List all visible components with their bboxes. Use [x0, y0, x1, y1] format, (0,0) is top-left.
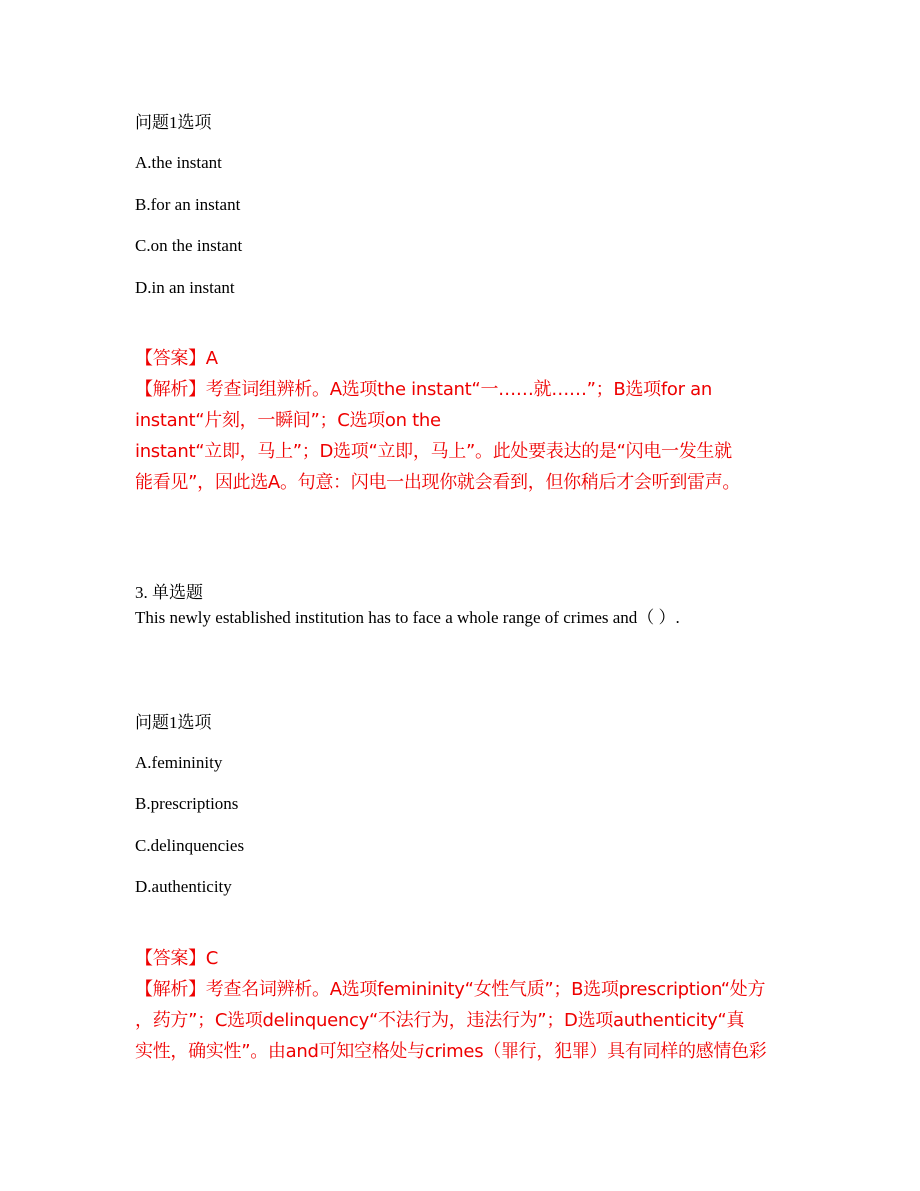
option-d[interactable]: D.in an instant — [135, 278, 235, 297]
option-b[interactable]: B.for an instant — [135, 195, 241, 214]
answer-label: 【答案】A — [135, 348, 218, 369]
analysis-line: 【解析】考查词组辨析。A选项the instant“一……就……”；B选项for an — [135, 379, 712, 400]
answer-label: 【答案】C — [135, 948, 219, 969]
option-c[interactable]: C.delinquencies — [135, 836, 245, 855]
question-prompt: 问题1选项 — [135, 113, 212, 132]
analysis-line: ，药方”；C选项delinquency“不法行为，违法行为”；D选项authenticity“真 — [135, 1010, 745, 1031]
analysis-line: 【解析】考查名词辨析。A选项femininity“女性气质”；B选项prescription“处方 — [135, 979, 766, 1000]
option-a[interactable]: A.the instant — [135, 153, 222, 172]
option-b[interactable]: B.prescriptions — [135, 794, 239, 813]
analysis-line: 实性，确实性”。由and可知空格处与crimes（罪行，犯罪）具有同样的感情色彩 — [135, 1041, 767, 1062]
question-prompt: 问题1选项 — [135, 713, 212, 732]
question-stem: This newly established institution has to face a whole range of crimes and（ ）. — [135, 608, 680, 627]
option-c[interactable]: C.on the instant — [135, 236, 243, 255]
analysis-line: 能看见”，因此选A。句意：闪电一出现你就会看到，但你稍后才会听到雷声。 — [135, 472, 741, 493]
option-d[interactable]: D.authenticity — [135, 877, 232, 896]
option-a[interactable]: A.femininity — [135, 753, 223, 772]
question-heading: 3. 单选题 — [135, 583, 203, 602]
analysis-line: instant“立即，马上”；D选项“立即，马上”。此处要表达的是“闪电一发生就 — [135, 441, 732, 462]
analysis-line: instant“片刻，一瞬间”；C选项on the — [135, 410, 441, 431]
